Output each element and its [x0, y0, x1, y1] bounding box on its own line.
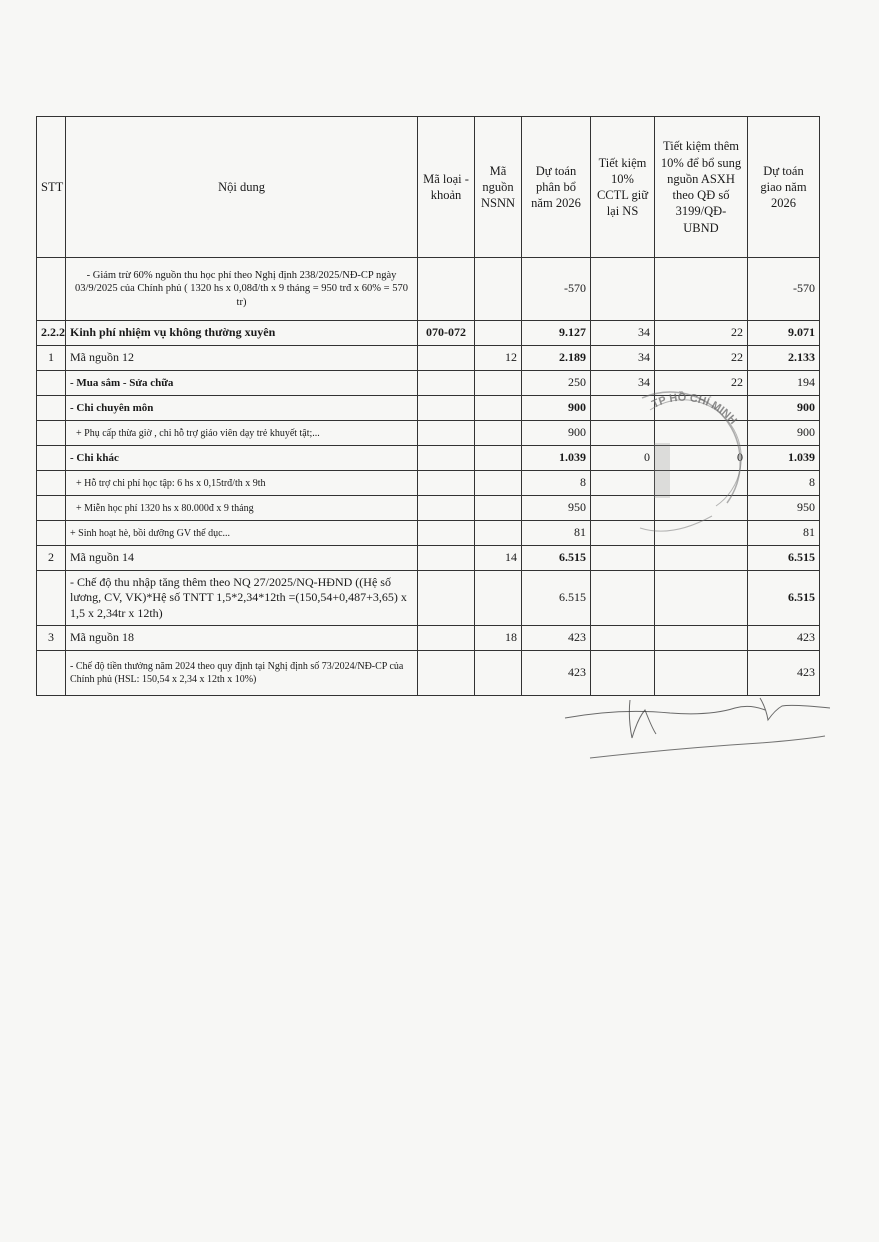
cell-tk-them: [655, 626, 748, 651]
cell-ma-nguon: [475, 496, 522, 521]
cell-giao: 9.071: [748, 321, 820, 346]
cell-giao: 81: [748, 521, 820, 546]
cell-phan-bo: 2.189: [522, 346, 591, 371]
cell-tk10: 34: [591, 346, 655, 371]
cell-giao: 423: [748, 651, 820, 696]
cell-tk-them: [655, 571, 748, 626]
cell-tk-them: 22: [655, 346, 748, 371]
cell-stt: [37, 258, 66, 321]
cell-stt: [37, 471, 66, 496]
cell-giao: 2.133: [748, 346, 820, 371]
signature-marks: [560, 688, 840, 768]
cell-tk-them: 22: [655, 321, 748, 346]
table-row: [37, 546, 820, 571]
cell-ma-loai: 070-072: [418, 321, 475, 346]
cell-tk10: [591, 571, 655, 626]
cell-stt: [37, 371, 66, 396]
cell-stt: [37, 496, 66, 521]
cell-ma-loai: [418, 521, 475, 546]
cell-stt: [37, 421, 66, 446]
cell-ma-nguon: [475, 396, 522, 421]
cell-ma-loai: [418, 651, 475, 696]
cell-ma-loai: [418, 371, 475, 396]
cell-ma-loai: [418, 471, 475, 496]
cell-noi-dung: - Giảm trừ 60% nguồn thu học phí theo Nghị định 238/2025/NĐ-CP ngày 03/9/2025 của Chính phủ ( 1320 hs x 0,08đ/th x 9 tháng = 950 trđ x 60% = 570 tr): [66, 258, 418, 321]
cell-noi-dung: + Miễn học phí 1320 hs x 80.000đ x 9 tháng: [66, 496, 418, 521]
cell-ma-loai: [418, 421, 475, 446]
header-ma-nguon-nsnn: Mã nguồn NSNN: [475, 117, 522, 258]
cell-ma-nguon: [475, 471, 522, 496]
cell-phan-bo: 6.515: [522, 546, 591, 571]
cell-noi-dung: + Hỗ trợ chi phí học tập: 6 hs x 0,15trđ/th x 9th: [66, 471, 418, 496]
cell-noi-dung: - Chế độ tiền thưởng năm 2024 theo quy định tại Nghị định số 73/2024/NĐ-CP của Chính phủ (HSL: 150,54 x 2,34 x 12th x 10%): [66, 651, 418, 696]
cell-noi-dung: Kinh phí nhiệm vụ không thường xuyên: [66, 321, 418, 346]
cell-giao: 6.515: [748, 571, 820, 626]
header-du-toan-giao: Dự toán giao năm 2026: [748, 117, 820, 258]
header-tiet-kiem-10: Tiết kiệm 10% CCTL giữ lại NS: [591, 117, 655, 258]
cell-phan-bo: 900: [522, 421, 591, 446]
cell-noi-dung: - Chế độ thu nhập tăng thêm theo NQ 27/2025/NQ-HĐND ((Hệ số lương, CV, VK)*Hệ số TNTT 1,5*2,34*12th =(150,54+0,487+3,65) x 1,5 x 2,34tr x 12th): [66, 571, 418, 626]
cell-giao: 1.039: [748, 446, 820, 471]
cell-giao: 6.515: [748, 546, 820, 571]
cell-phan-bo: 423: [522, 651, 591, 696]
stamp-text: TP HỒ CHÍ MINH: [650, 391, 740, 427]
cell-ma-loai: [418, 346, 475, 371]
cell-stt: [37, 521, 66, 546]
cell-stt: [37, 651, 66, 696]
cell-tk-them: [655, 258, 748, 321]
cell-noi-dung: - Chi chuyên môn: [66, 396, 418, 421]
cell-giao: 900: [748, 421, 820, 446]
cell-giao: 900: [748, 396, 820, 421]
cell-ma-loai: [418, 571, 475, 626]
cell-ma-nguon: 12: [475, 346, 522, 371]
cell-stt: 3: [37, 626, 66, 651]
svg-text:TP HỒ CHÍ MINH: [650, 391, 739, 427]
cell-tk10: [591, 546, 655, 571]
cell-tk-them: 0: [655, 446, 748, 471]
cell-noi-dung: Mã nguồn 18: [66, 626, 418, 651]
cell-giao: 8: [748, 471, 820, 496]
cell-tk10: 0: [591, 446, 655, 471]
cell-giao: 950: [748, 496, 820, 521]
cell-tk-them: [655, 546, 748, 571]
cell-stt: 2: [37, 546, 66, 571]
cell-stt: 2.2.2: [37, 321, 66, 346]
cell-tk10: 34: [591, 321, 655, 346]
cell-ma-nguon: [475, 446, 522, 471]
header-ma-loai-khoan: Mã loại - khoản: [418, 117, 475, 258]
cell-ma-loai: [418, 446, 475, 471]
cell-giao: 423: [748, 626, 820, 651]
cell-giao: 194: [748, 371, 820, 396]
cell-ma-nguon: 14: [475, 546, 522, 571]
cell-phan-bo: -570: [522, 258, 591, 321]
cell-ma-loai: [418, 496, 475, 521]
table-row: [37, 571, 820, 626]
header-noi-dung: Nội dung: [66, 117, 418, 258]
cell-noi-dung: - Mua sắm - Sửa chữa: [66, 371, 418, 396]
cell-noi-dung: + Phụ cấp thừa giờ , chi hỗ trợ giáo viên dạy trẻ khuyết tật;...: [66, 421, 418, 446]
cell-phan-bo: 423: [522, 626, 591, 651]
cell-ma-nguon: [475, 571, 522, 626]
table-row: [37, 258, 820, 321]
cell-stt: [37, 396, 66, 421]
cell-tk10: [591, 626, 655, 651]
cell-noi-dung: Mã nguồn 12: [66, 346, 418, 371]
cell-ma-loai: [418, 626, 475, 651]
cell-ma-loai: [418, 546, 475, 571]
cell-stt: [37, 571, 66, 626]
cell-phan-bo: 6.515: [522, 571, 591, 626]
cell-tk-them: 22: [655, 371, 748, 396]
cell-stt: 1: [37, 346, 66, 371]
table-header-row: [37, 117, 820, 258]
cell-tk10: [591, 258, 655, 321]
header-du-toan-phan-bo: Dự toán phân bổ năm 2026: [522, 117, 591, 258]
header-tiet-kiem-them: Tiết kiệm thêm 10% để bổ sung nguồn ASXH theo QĐ số 3199/QĐ-UBND: [655, 117, 748, 258]
cell-noi-dung: - Chi khác: [66, 446, 418, 471]
cell-ma-nguon: 18: [475, 626, 522, 651]
cell-ma-loai: [418, 396, 475, 421]
stamp-seal: [632, 388, 742, 538]
cell-ma-nguon: [475, 651, 522, 696]
header-stt: STT: [37, 117, 66, 258]
cell-noi-dung: Mã nguồn 14: [66, 546, 418, 571]
table-row: [37, 321, 820, 346]
table-row: [37, 626, 820, 651]
cell-phan-bo: 9.127: [522, 321, 591, 346]
table-row: [37, 346, 820, 371]
cell-giao: -570: [748, 258, 820, 321]
cell-phan-bo: 950: [522, 496, 591, 521]
cell-phan-bo: 250: [522, 371, 591, 396]
cell-phan-bo: 81: [522, 521, 591, 546]
cell-stt: [37, 446, 66, 471]
cell-phan-bo: 8: [522, 471, 591, 496]
cell-noi-dung: + Sinh hoạt hè, bồi dưỡng GV thể dục...: [66, 521, 418, 546]
cell-ma-nguon: [475, 421, 522, 446]
cell-tk10: 34: [591, 371, 655, 396]
cell-ma-nguon: [475, 258, 522, 321]
cell-ma-nguon: [475, 521, 522, 546]
cell-ma-loai: [418, 258, 475, 321]
cell-phan-bo: 1.039: [522, 446, 591, 471]
cell-phan-bo: 900: [522, 396, 591, 421]
cell-ma-nguon: [475, 321, 522, 346]
cell-ma-nguon: [475, 371, 522, 396]
